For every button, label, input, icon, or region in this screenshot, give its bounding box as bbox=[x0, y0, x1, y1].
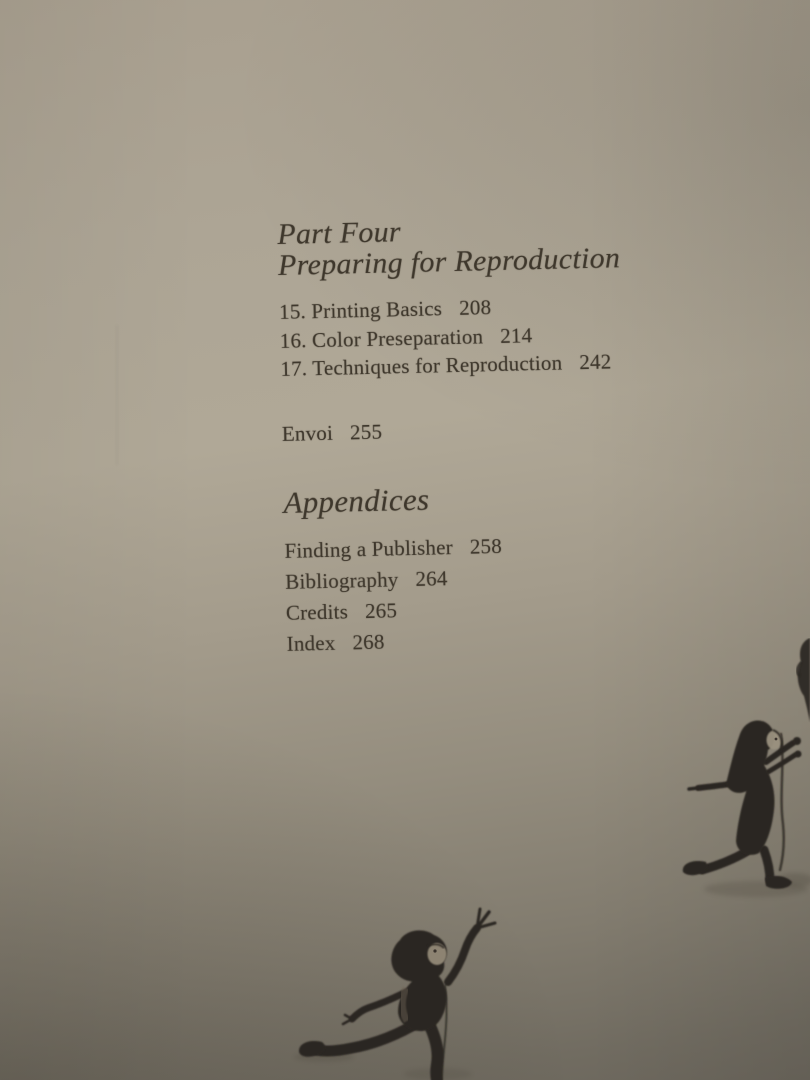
appendices-heading: Appendices bbox=[283, 481, 430, 520]
envoi-page-number: 255 bbox=[349, 419, 383, 444]
part-number: Part Four bbox=[276, 215, 402, 251]
chapter-page-number: 208 bbox=[458, 295, 492, 320]
chapter-label: 16. Color Preseparation bbox=[279, 323, 484, 353]
chapter-page-number: 214 bbox=[499, 322, 533, 348]
appendix-page-number: 268 bbox=[352, 630, 385, 655]
appendix-page-number: 265 bbox=[364, 598, 398, 624]
envoi-entry bbox=[282, 410, 703, 449]
appendix-list bbox=[284, 526, 707, 661]
paper-crease bbox=[116, 325, 118, 465]
leaping-child-illustration bbox=[288, 896, 510, 1080]
envoi-label: Envoi bbox=[281, 420, 334, 446]
chapter-label: 15. Printing Basics bbox=[278, 296, 443, 324]
appendix-page-number: 264 bbox=[415, 566, 448, 591]
table-of-contents bbox=[277, 209, 707, 660]
right-edge-fragment bbox=[793, 638, 810, 724]
appendix-label: Finding a Publisher bbox=[284, 534, 454, 563]
chapter-label: 17. Techniques for Reproduction bbox=[280, 350, 563, 381]
appendix-label: Bibliography bbox=[284, 567, 399, 594]
running-child-illustration bbox=[670, 692, 810, 912]
chapter-list bbox=[279, 288, 701, 383]
appendix-page-number: 258 bbox=[469, 533, 503, 559]
appendix-label: Credits bbox=[285, 599, 349, 625]
part-heading bbox=[277, 209, 698, 281]
part-title: Preparing for Reproduction bbox=[277, 241, 621, 282]
chapter-page-number: 242 bbox=[579, 349, 612, 375]
appendix-label: Index bbox=[286, 631, 336, 657]
